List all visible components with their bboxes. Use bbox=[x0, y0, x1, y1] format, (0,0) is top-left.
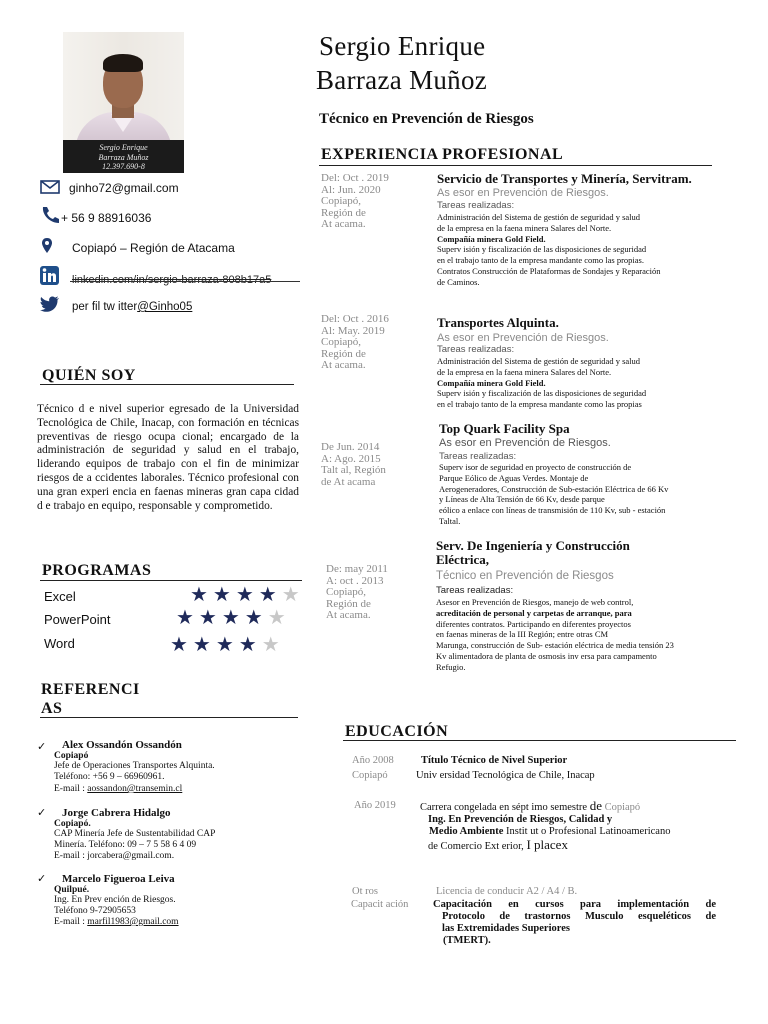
twitter-handle[interactable]: @Ginho05 bbox=[137, 301, 193, 313]
profile-photo bbox=[63, 32, 184, 173]
experience-heading: EXPERIENCIA PROFESIONAL bbox=[321, 146, 564, 163]
edu-3-course: Capacitación en cursos para implementación de Protocolo de trastornos Musculo esqueléticos de las Extremidades Superiores (TMERT). bbox=[433, 899, 716, 946]
envelope-icon bbox=[39, 177, 61, 197]
job-3-tareas: Tareas realizadas: bbox=[439, 451, 517, 462]
education-heading: EDUCACIÓN bbox=[345, 723, 449, 740]
edu-2-line1: Carrera congelada en sépt imo semestre de Copiapó bbox=[420, 798, 641, 813]
contact-phone[interactable]: + 56 9 88916036 bbox=[61, 211, 152, 225]
job-1-title: Servicio de Transportes y Minería, Servitram. bbox=[437, 171, 692, 186]
job-4-meta: De: may 2011 A: oct . 2013 Copiapó, Región de At acama. bbox=[326, 563, 388, 621]
job-title: Técnico en Prevención de Riesgos bbox=[319, 111, 534, 127]
job-1-role: As esor en Prevención de Riesgos. bbox=[437, 187, 609, 199]
program-rating-excel: ★★★★★ bbox=[190, 584, 305, 606]
reference-2: Jorge Cabrera Hidalgo Copiapó. CAP Minería Jefe de Sustentabilidad CAP Minería. Teléfono: 09 – 7 5 58 6 4 09 E-mail : jorcabera@gmail.com. bbox=[54, 807, 216, 861]
job-2-role: As esor en Prevención de Riesgos. bbox=[437, 332, 609, 344]
photo-caption: Sergio Enrique Barraza Muñoz 12.397.690-8 bbox=[63, 140, 184, 173]
references-heading-line2: AS bbox=[41, 700, 63, 717]
job-3-body: Superv isor de seguridad en proyecto de construcción de Parque Eólico de Aguas Verdes. Montaje de Aerogeneradores, Construcción de Sub-estación Eléctrica de 66 Kv y Líneas de Alta Tensión de 66 Kv, desde parque eólico a enlace con líneas de transmisión de 110 Kv, sub - estación Taltal. bbox=[439, 462, 669, 526]
edu-2-line2: Ing. En Prevención de Riesgos, Calidad y bbox=[428, 814, 613, 825]
job-4-role: Técnico en Prevención de Riesgos bbox=[436, 570, 614, 582]
edu-3-label2: Capacit ación bbox=[351, 899, 409, 910]
reference-3: Marcelo Figueroa Leiva Quilpué. Ing. En Prev ención de Riesgos. Teléfono 9-72905653 E-mail : marfil1983@gmail.com bbox=[54, 873, 179, 927]
job-4-tareas: Tareas realizadas: bbox=[436, 585, 514, 596]
check-icon: ✓ bbox=[37, 807, 47, 819]
name-line-2: Barraza Muñoz bbox=[316, 65, 488, 95]
job-1-meta: Del: Oct . 2019 Al: Jun. 2020 Copiapó, Región de At acama. bbox=[321, 172, 389, 230]
job-4-title: Serv. De Ingeniería y Construcción Eléctrica, bbox=[436, 538, 630, 567]
contact-linkedin[interactable]: linkedin.com/in/sergio-barraza-808b17a5 bbox=[72, 274, 272, 286]
check-icon: ✓ bbox=[37, 741, 47, 753]
job-2-title: Transportes Alquinta. bbox=[437, 315, 559, 330]
program-label-excel: Excel bbox=[44, 589, 76, 604]
reference-1: Alex Ossandón Ossandón Copiapó Jefe de Operaciones Transportes Alquinta. Teléfono: +56 9 – 66960961. E-mail : aossandon@transemin.cl bbox=[54, 739, 215, 794]
job-2-tareas: Tareas realizadas: bbox=[437, 344, 515, 355]
references-heading-line1: REFERENCI bbox=[41, 681, 140, 698]
twitter-icon bbox=[39, 294, 61, 314]
edu-2-line4: de Comercio Ext erior, I placex bbox=[428, 837, 568, 852]
program-rating-powerpoint: ★★★★★ bbox=[176, 607, 291, 629]
edu-1-year: Año 2008 bbox=[352, 755, 394, 766]
phone-icon bbox=[39, 204, 61, 224]
about-text: Técnico d e nivel superior egresado de la Universidad Tecnológica de Chile, Inacap, con formación en técnicas preventivas de riesgo ocupa cional; encargado de la administración de seguridad y salud en el trabajo, liderando equipos de trabajo con el fin de minimizar riesgos de a ccidentes laborales. Técnico profesional con una gran experi encia en faenas mineras gran capa cidad d e trabajo en equipo, responsable y comprometido. bbox=[37, 403, 299, 512]
contact-twitter[interactable]: per fil tw itter@Ginho05 bbox=[72, 301, 193, 313]
job-2-meta: Del: Oct . 2016 Al: May. 2019 Copiapó, Región de At acama. bbox=[321, 313, 389, 371]
map-pin-icon bbox=[39, 236, 61, 256]
job-3-role: As esor en Prevención de Riesgos. bbox=[439, 437, 611, 449]
name-line-1: Sergio Enrique bbox=[319, 31, 486, 61]
programs-heading: PROGRAMAS bbox=[42, 562, 152, 579]
job-3-title: Top Quark Facility Spa bbox=[439, 421, 570, 436]
edu-1-school: Univ ersidad Tecnológica de Chile, Inacap bbox=[416, 770, 595, 781]
job-1-body: Administración del Sistema de gestión de seguridad y salud de la empresa en la faena minera Salares del Norte. Compañía minera Gold Field. Superv isión y fiscalización de las disposiciones de seguridad en el trabajo tanto de la empresa mandante como las propias. Contratos Construcción de Plataformas de Sondajes y Reparación de Caminos. bbox=[437, 212, 661, 287]
edu-3-license: Licencia de conducir A2 / A4 / B. bbox=[436, 886, 578, 897]
job-4-body: Asesor en Prevención de Riesgos, manejo de web control, acreditación de personal y carpetas de arranque, para diferentes contratos. Participando en diferentes proyectos en faenas mineras de la III Región; entre otras CM Marunga, construcción de Sub- estación eléctrica de media tensión 23 Kv alimentadora de planta de osmosis inv ersa para campamento Refugio. bbox=[436, 597, 674, 672]
contact-email[interactable]: ginho72@gmail.com bbox=[69, 181, 179, 195]
program-label-powerpoint: PowerPoint bbox=[44, 612, 111, 627]
edu-2-year: Año 2019 bbox=[354, 800, 396, 811]
edu-1-city: Copiapó bbox=[352, 770, 388, 781]
check-icon: ✓ bbox=[37, 873, 47, 885]
about-heading: QUIÉN SOY bbox=[42, 367, 136, 384]
job-2-body: Administración del Sistema de gestión de seguridad y salud de la empresa en la faena minera Salares del Norte. Compañía minera Gold Field. Superv isión y fiscalización de las disposiciones de seguridad en el trabajo tanto de la empresa mandante como las propias bbox=[437, 356, 647, 410]
edu-2-line3: Medio Ambiente Instit ut o Profesional Latinoamericano bbox=[429, 826, 671, 837]
linkedin-icon bbox=[39, 266, 61, 286]
reference-2-email[interactable]: jorcabera@gmail.com. bbox=[87, 851, 175, 861]
job-3-meta: De Jun. 2014 A: Ago. 2015 Talt al, Región de At acama bbox=[321, 441, 386, 488]
program-rating-word: ★★★★★ bbox=[170, 634, 285, 656]
job-1-tareas: Tareas realizadas: bbox=[437, 200, 515, 211]
reference-3-email[interactable]: marfil1983@gmail.com bbox=[87, 917, 179, 927]
contact-location: Copiapó – Región de Atacama bbox=[72, 241, 235, 255]
edu-1-title: Título Técnico de Nivel Superior bbox=[421, 755, 568, 766]
edu-3-label1: Ot ros bbox=[352, 886, 378, 897]
program-label-word: Word bbox=[44, 636, 75, 651]
reference-1-email[interactable]: aossandon@transemin.cl bbox=[87, 784, 183, 794]
